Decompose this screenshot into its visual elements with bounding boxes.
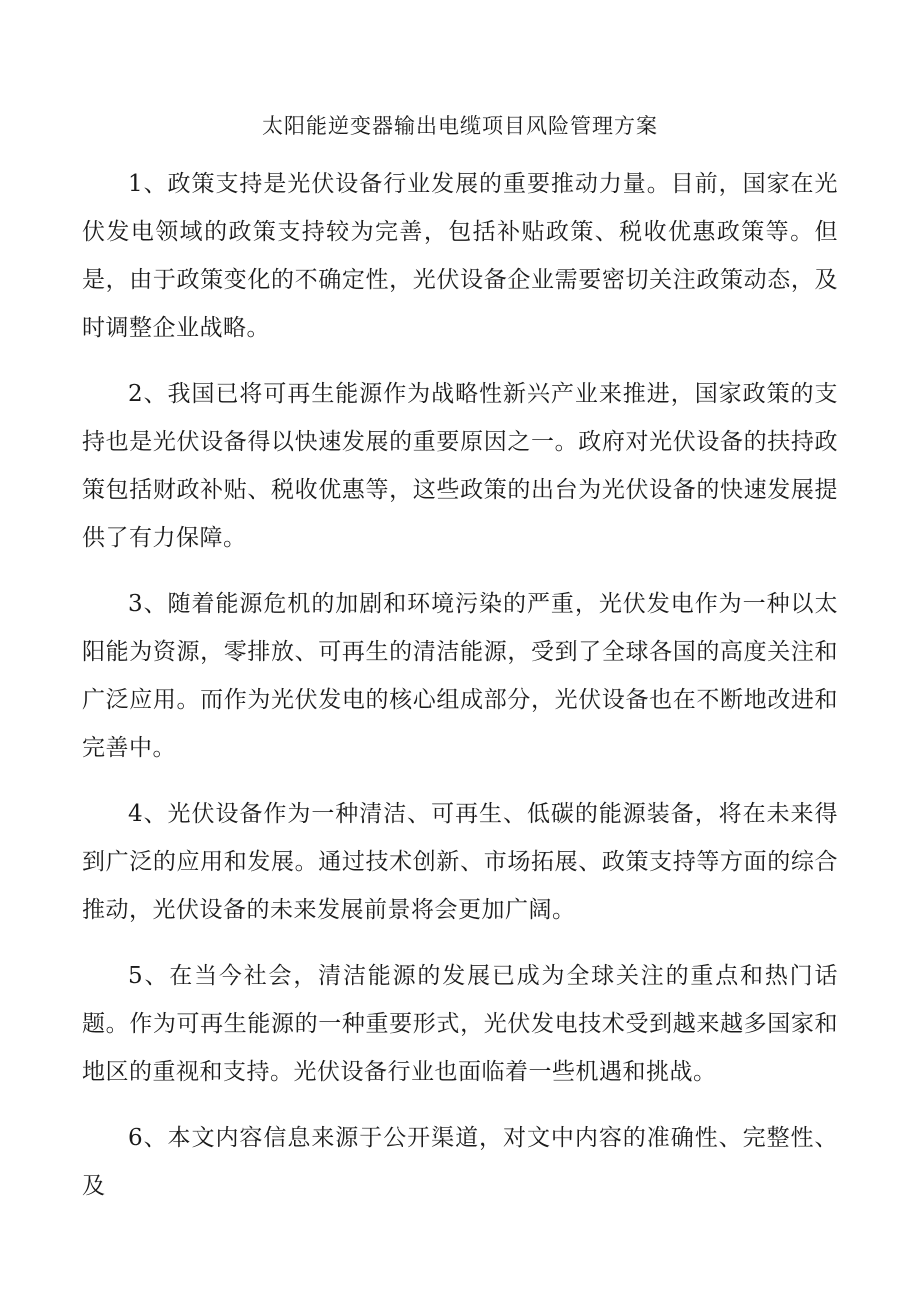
paragraph-3: 3、随着能源危机的加剧和环境污染的严重，光伏发电作为一种以太阳能为资源，零排放、可再生的清洁能源，受到了全球各国的高度关注和广泛应用。而作为光伏发电的核心组成部分，光伏设备也在不断地改进和完善中。 (82, 591, 838, 761)
paragraph-4: 4、光伏设备作为一种清洁、可再生、低碳的能源装备，将在未来得到广泛的应用和发展。通过技术创新、市场拓展、政策支持等方面的综合推动，光伏设备的未来发展前景将会更加广阔。 (82, 801, 838, 923)
paragraph-6: 6、本文内容信息来源于公开渠道，对文中内容的准确性、完整性、及 (82, 1125, 838, 1199)
document-title: 太阳能逆变器输出电缆项目风险管理方案 (262, 114, 658, 138)
paragraph-5: 5、在当今社会，清洁能源的发展已成为全球关注的重点和热门话题。作为可再生能源的一种重要形式，光伏发电技术受到越来越多国家和地区的重视和支持。光伏设备行业也面临着一些机遇和挑战。 (82, 963, 838, 1085)
document-body (82, 160, 838, 1228)
paragraph-1: 1、政策支持是光伏设备行业发展的重要推动力量。目前，国家在光伏发电领域的政策支持较为完善，包括补贴政策、税收优惠政策等。但是，由于政策变化的不确定性，光伏设备企业需要密切关注政策动态，及时调整企业战略。 (82, 171, 838, 341)
paragraph-2: 2、我国已将可再生能源作为战略性新兴产业来推进，国家政策的支持也是光伏设备得以快速发展的重要原因之一。政府对光伏设备的扶持政策包括财政补贴、税收优惠等，这些政策的出台为光伏设备的快速发展提供了有力保障。 (82, 381, 838, 551)
